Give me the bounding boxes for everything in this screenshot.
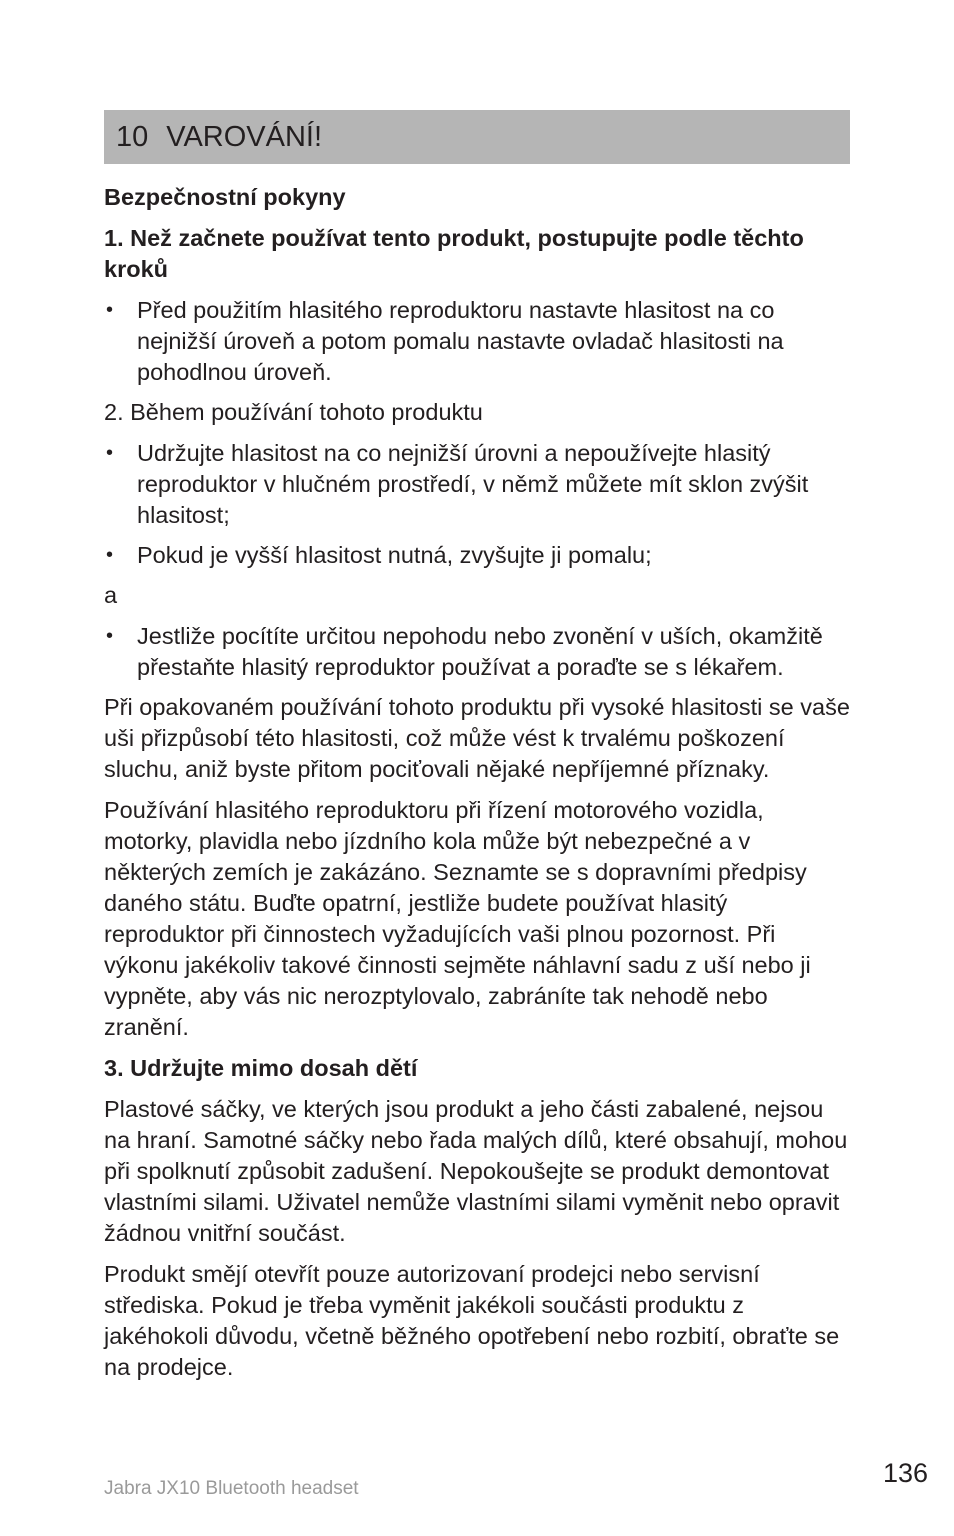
list-item: • Udržujte hlasitost na co nejnižší úrovni a nepoužívejte hlasitý reproduktor v hlučném prostředí, v němž můžete mít sklon zvýšit hlasitost;: [106, 440, 809, 528]
paragraph: Plastové sáčky, ve kterých jsou produkt a jeho části zabalené, nejsou na hraní. Samotné sáčky nebo řada malých dílů, které obsahují, mohou při spolknutí způsobit zadušení. Nepokoušejte se produkt demontovat vlastními silami. Uživatel nemůže vlastními silami vyměnit nebo opravit žádnou vnitřní součást.: [104, 1096, 848, 1246]
section-title: VAROVÁNÍ!: [166, 120, 323, 153]
footer-product: Jabra JX10 Bluetooth headset: [104, 1478, 359, 1499]
paragraph: Používání hlasitého reproduktoru při řízení motorového vozidla, motorky, plavidla nebo jízdního kola může být nebezpečné a v některých zemích je zakázáno. Seznamte se s dopravními předpisy daného státu. Buďte opatrní, jestliže budete používat hlasitý reproduktor při činnostech vyžadujících vaši plnou pozornost. Při výkonu jakékoliv takové činnosti sejměte náhlavní sadu z uší nebo ji vypněte, aby vás nic nerozptylovalo, zabráníte tak nehodě nebo zranění.: [104, 797, 811, 1040]
paragraph: Produkt smějí otevřít pouze autorizovaní prodejci nebo servisní střediska. Pokud je třeba vyměnit jakékoli součásti produktu z jakéhokoli důvodu, včetně běžného opotřebení nebo rozbití, obraťte se na prodejce.: [104, 1261, 840, 1380]
step2-heading: 2. Během používání tohoto produktu: [104, 399, 483, 425]
step1-heading: 1. Než začnete používat tento produkt, postupujte podle těchto kroků: [104, 225, 804, 282]
list-item: • Před použitím hlasitého reproduktoru nastavte hlasitost na co nejnižší úroveň a potom pomalu nastavte ovladač hlasitosti na pohodlnou úroveň.: [106, 297, 784, 385]
list-item: • Jestliže pocítíte určitou nepohodu nebo zvonění v uších, okamžitě přestaňte hlasitý reproduktor používat a poraďte se s lékařem.: [106, 623, 823, 680]
page-content: [104, 110, 850, 1393]
step2-list: [104, 438, 850, 571]
paragraph: Při opakovaném používání tohoto produktu při vysoké hlasitosti se vaše uši přizpůsobí této hlasitosti, což může vést k trvalému poškození sluchu, aniž byste přitom pociťovali nějaké nepříjemné příznaky.: [104, 694, 850, 782]
bullet-icon: •: [106, 299, 114, 321]
conjunction-text: a: [104, 582, 118, 608]
safety-heading: Bezpečnostní pokyny: [104, 184, 346, 210]
bullet-icon: •: [106, 625, 114, 647]
bullet-icon: •: [106, 442, 114, 464]
step3-heading: 3. Udržujte mimo dosah dětí: [104, 1055, 418, 1081]
list-item: • Pokud je vyšší hlasitost nutná, zvyšujte ji pomalu;: [104, 540, 850, 571]
bullet-icon: •: [106, 544, 114, 566]
step2-list-after: [104, 621, 850, 683]
page-number: 136: [882, 1458, 928, 1488]
step1-list: [104, 295, 850, 388]
section-header: [104, 110, 850, 164]
section-number: 10: [116, 120, 149, 153]
